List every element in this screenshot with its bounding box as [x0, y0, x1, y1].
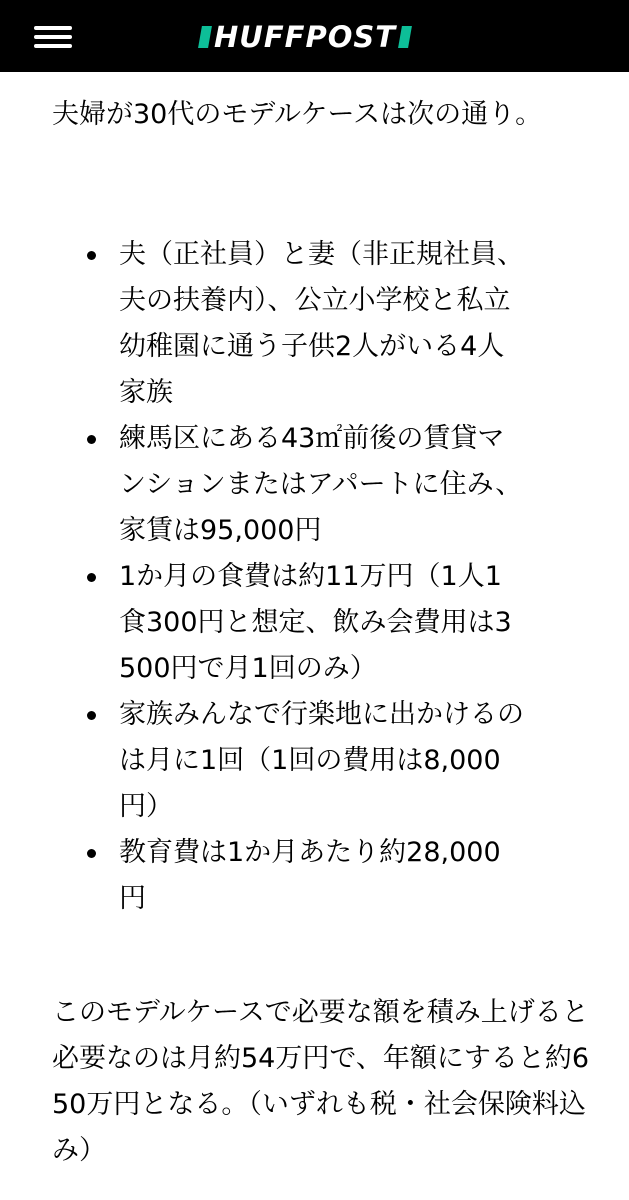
list-item: 夫（正社員）と妻（非正規社員、夫の扶養内）、公立小学校と私立幼稚園に通う子供2人がいる4人家族: [0, 232, 524, 416]
model-case-list: [0, 232, 629, 922]
intro-paragraph: 夫婦が30代のモデルケースは次の通り。: [52, 99, 543, 130]
logo-accent-bar-right: [398, 26, 412, 48]
huffpost-logo[interactable]: [200, 17, 410, 57]
list-item: 教育費は1か月あたり約28,000円: [0, 830, 524, 922]
list-item: 練馬区にある43㎡前後の賃貸マンションまたはアパートに住み、家賃は95,000円: [0, 416, 524, 554]
logo-text: HUFFPOST: [214, 20, 397, 54]
list-item: 家族みんなで行楽地に出かけるのは月に1回（1回の費用は8,000円）: [0, 692, 524, 830]
summary-paragraph: このモデルケースで必要な額を積み上げると必要なのは月約54万円で、年額にすると約650万円となる。（いずれも税・社会保険料込み）: [52, 997, 589, 1166]
menu-line: [34, 35, 72, 39]
top-navigation-bar: [0, 0, 629, 72]
list-item: 1か月の食費は約11万円（1人1食300円と想定、飲み会費用は3500円で月1回のみ）: [0, 554, 524, 692]
menu-line: [34, 26, 72, 30]
menu-line: [34, 44, 72, 48]
hamburger-menu-icon[interactable]: [34, 24, 74, 50]
